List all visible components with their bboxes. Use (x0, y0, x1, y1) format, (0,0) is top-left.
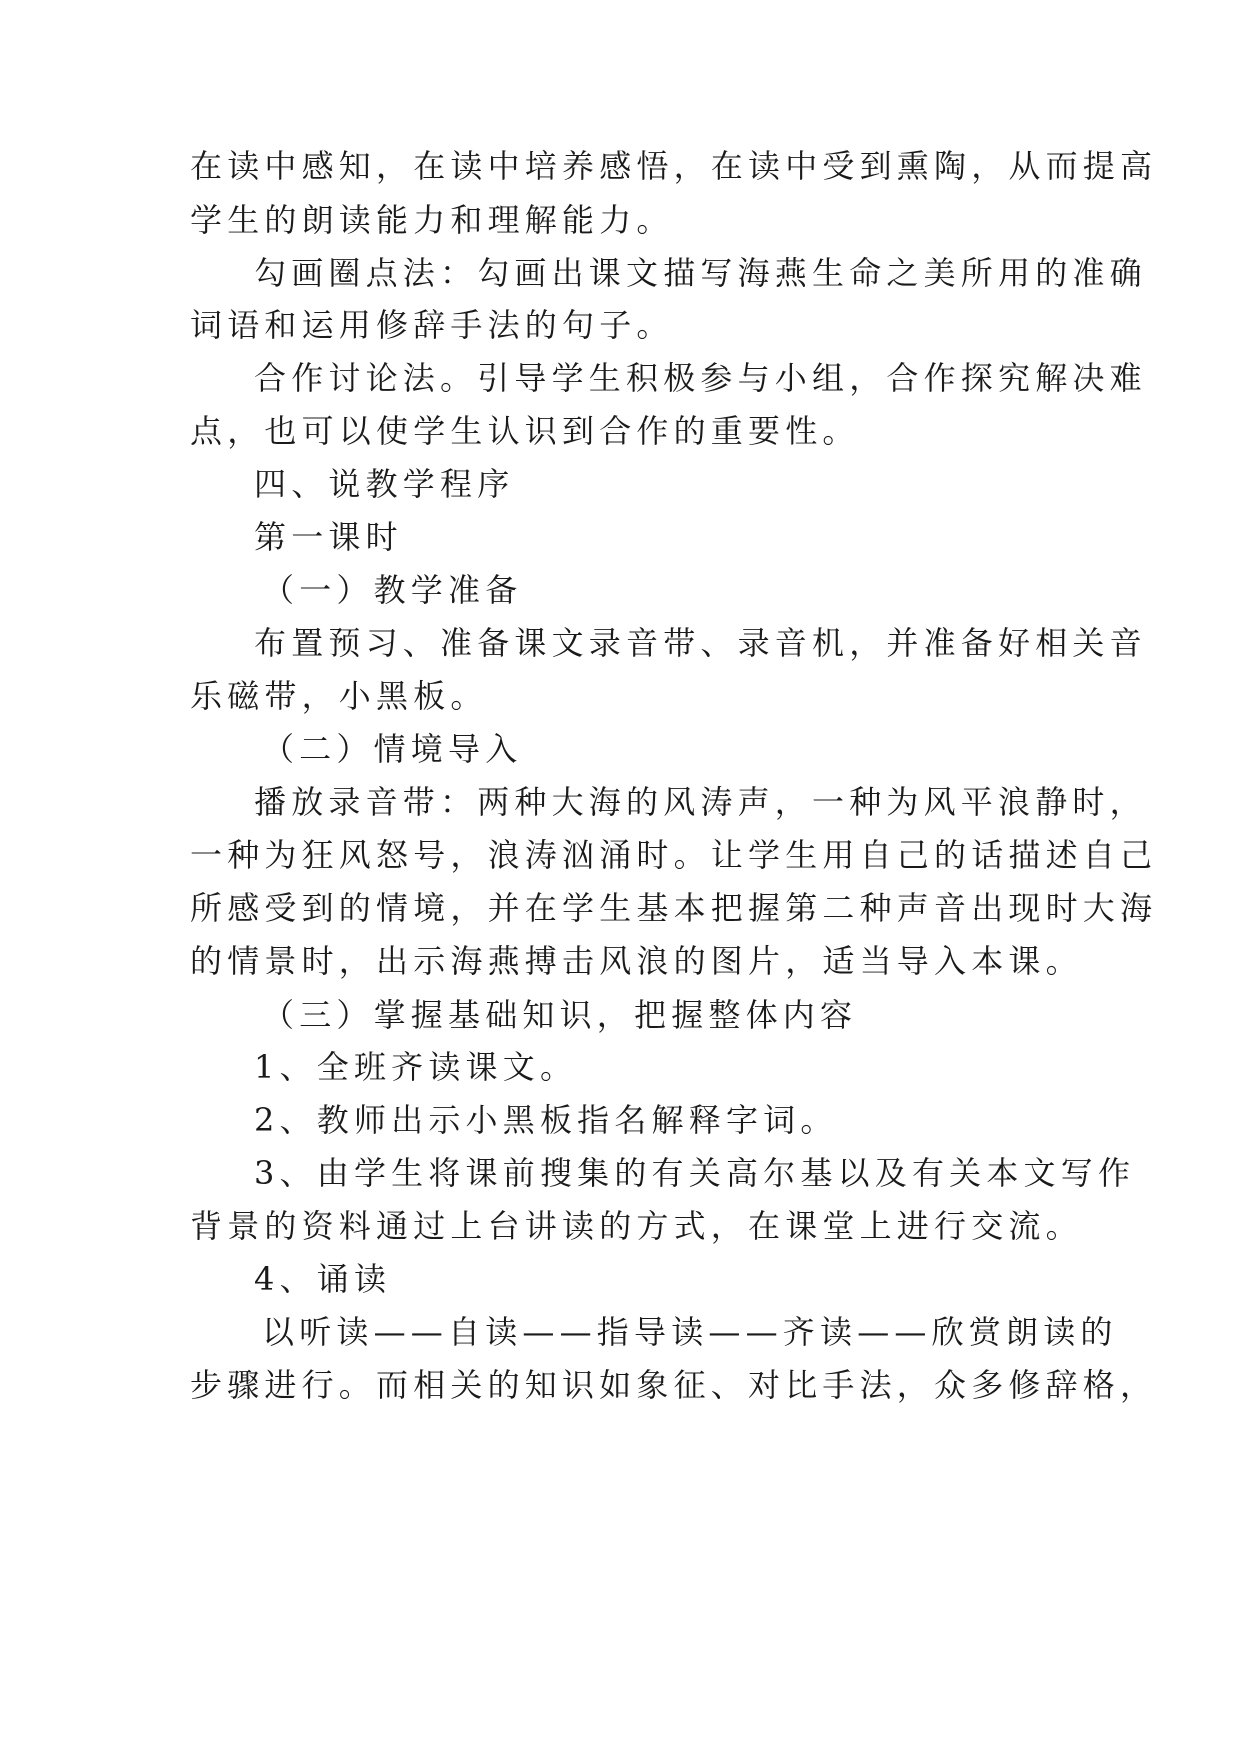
body-line: 学生的朗读能力和理解能力。 (190, 201, 674, 239)
subsection-heading: （二）情境导入 (262, 730, 523, 768)
list-item: 2、教师出示小黑板指名解释字词。 (254, 1101, 838, 1139)
subsection-heading: （一）教学准备 (262, 571, 523, 609)
list-item: 3、由学生将课前搜集的有关高尔基以及有关本文写作 (254, 1154, 1136, 1192)
body-line: 步骤进行。而相关的知识如象征、对比手法，众多修辞格， (190, 1366, 1158, 1404)
section-heading: 四、说教学程序 (254, 465, 515, 503)
subsection-heading: （三）掌握基础知识，把握整体内容 (262, 996, 858, 1034)
body-line: 在读中感知，在读中培养感悟，在读中受到熏陶，从而提高 (190, 147, 1158, 185)
body-line: 背景的资料通过上台讲读的方式，在课堂上进行交流。 (190, 1207, 1083, 1245)
list-item: 1、全班齐读课文。 (254, 1048, 578, 1086)
body-line: 点，也可以使学生认识到合作的重要性。 (190, 412, 860, 450)
body-line: 一种为狂风怒号，浪涛汹涌时。让学生用自己的话描述自己 (190, 836, 1158, 874)
body-line: 以听读——自读——指导读——齐读——欣赏朗读的 (262, 1313, 1118, 1351)
body-line: 的情景时，出示海燕搏击风浪的图片，适当导入本课。 (190, 942, 1083, 980)
body-line: 布置预习、准备课文录音带、录音机，并准备好相关音 (254, 624, 1147, 662)
body-line: 勾画圈点法：勾画出课文描写海燕生命之美所用的准确 (254, 254, 1147, 292)
body-line: 词语和运用修辞手法的句子。 (190, 306, 674, 344)
body-line: 播放录音带：两种大海的风涛声，一种为风平浪静时， (254, 783, 1147, 821)
body-line: 合作讨论法。引导学生积极参与小组，合作探究解决难 (254, 359, 1147, 397)
body-line: 乐磁带，小黑板。 (190, 677, 488, 715)
list-item: 4、诵读 (254, 1260, 392, 1298)
body-line: 所感受到的情境，并在学生基本把握第二种声音出现时大海 (190, 889, 1158, 927)
subsection-heading: 第一课时 (254, 518, 403, 556)
